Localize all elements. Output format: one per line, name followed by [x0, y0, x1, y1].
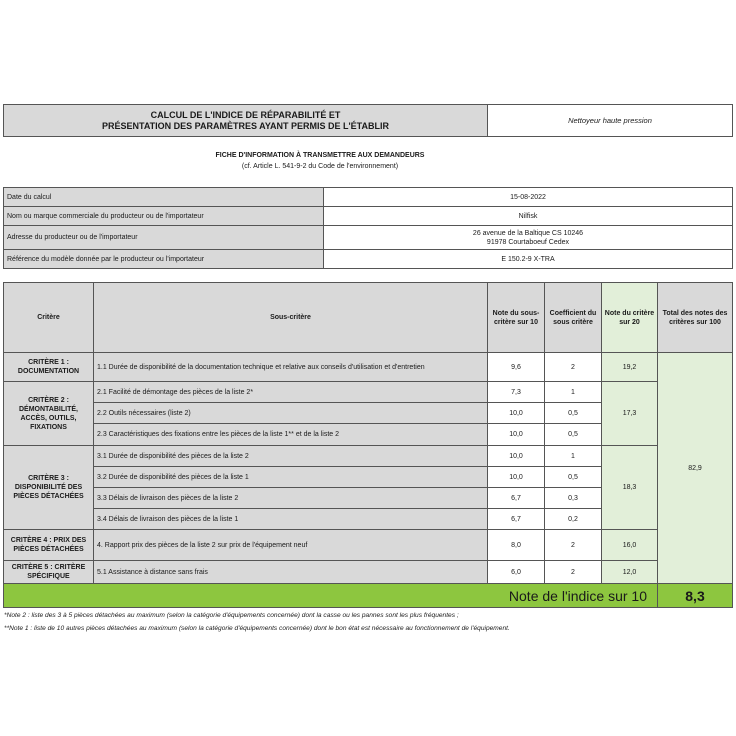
fiche-subtitle: (cf. Article L. 541-9-2 du Code de l'environnement) [241, 162, 399, 170]
info-label-address: Adresse du producteur ou de l'importateur [3, 225, 324, 250]
note-3-2: 10,0 [487, 466, 545, 488]
criterion-2: CRITÈRE 2 : DÉMONTABILITÉ, ACCÈS, OUTILS, FIXATIONS [3, 381, 94, 446]
final-score: 8,3 [657, 583, 733, 608]
coef-5-1: 2 [544, 560, 602, 584]
coef-2-3: 0,5 [544, 423, 602, 446]
form-title [3, 104, 488, 137]
note-2-3: 10,0 [487, 423, 545, 446]
coef-3-1: 1 [544, 445, 602, 467]
subcriterion-3-1: 3.1 Durée de disponibilité des pièces de la liste 2 [93, 445, 488, 467]
subcriterion-2-1: 2.1 Facilité de démontage des pièces de la liste 2* [93, 381, 488, 403]
coef-2-1: 1 [544, 381, 602, 403]
product-type: Nettoyeur haute pression [487, 104, 733, 137]
note-1-1: 9,6 [487, 352, 545, 382]
info-value-model: E 150.2-9 X-TRA [323, 249, 733, 269]
fiche-title: FICHE D'INFORMATION À TRANSMETTRE AUX DEMANDEURS [215, 151, 425, 159]
note-5-1: 6,0 [487, 560, 545, 584]
criterion-4-score: 16,0 [601, 529, 658, 561]
subcriterion-5-1: 5.1 Assistance à distance sans frais [93, 560, 488, 584]
form-title-line2: PRÉSENTATION DES PARAMÈTRES AYANT PERMIS DE L'ÉTABLIR [101, 120, 389, 131]
info-label-brand: Nom ou marque commerciale du producteur ou de l'importateur [3, 206, 324, 226]
note-2-1: 7,3 [487, 381, 545, 403]
criterion-2-score: 17,3 [601, 381, 658, 446]
criterion-5: CRITÈRE 5 : CRITÈRE SPÉCIFIQUE [3, 560, 94, 584]
subcriterion-1-1: 1.1 Durée de disponibilité de la documentation technique et relative aux conseils d'utilisation et d'entretien [93, 352, 488, 382]
info-label-date: Date du calcul [3, 187, 324, 207]
criterion-4: CRITÈRE 4 : PRIX DES PIÈCES DÉTACHÉES [3, 529, 94, 561]
info-label-model: Référence du modèle donnée par le producteur ou l'importateur [3, 249, 324, 269]
form-title-line1: CALCUL DE L'INDICE DE RÉPARABILITÉ ET [150, 109, 341, 120]
header-note-critere: Note du critère sur 20 [601, 282, 658, 353]
info-value-address: 26 avenue de la Baltique CS 10246 91978 Courtaboeuf Cedex [323, 225, 733, 250]
total-score: 82,9 [657, 352, 733, 584]
coef-3-4: 0,2 [544, 508, 602, 530]
note-3-3: 6,7 [487, 487, 545, 509]
coef-1-1: 2 [544, 352, 602, 382]
criterion-5-score: 12,0 [601, 560, 658, 584]
coef-4: 2 [544, 529, 602, 561]
note-3-4: 6,7 [487, 508, 545, 530]
criterion-3: CRITÈRE 3 : DISPONIBILITÉ DES PIÈCES DÉTACHÉES [3, 445, 94, 530]
info-value-date: 15-08-2022 [323, 187, 733, 207]
note-3-1: 10,0 [487, 445, 545, 467]
subcriterion-4: 4. Rapport prix des pièces de la liste 2 sur prix de l'équipement neuf [93, 529, 488, 561]
subcriterion-3-4: 3.4 Délais de livraison des pièces de la liste 1 [93, 508, 488, 530]
header-critere: Critère [3, 282, 94, 353]
coef-3-3: 0,3 [544, 487, 602, 509]
criterion-1: CRITÈRE 1 : DOCUMENTATION [3, 352, 94, 382]
info-value-brand: Nilfisk [323, 206, 733, 226]
coef-2-2: 0,5 [544, 402, 602, 424]
coef-3-2: 0,5 [544, 466, 602, 488]
header-total: Total des notes des critères sur 100 [657, 282, 733, 353]
subcriterion-2-2: 2.2 Outils nécessaires (liste 2) [93, 402, 488, 424]
subcriterion-3-3: 3.3 Délais de livraison des pièces de la liste 2 [93, 487, 488, 509]
header-sous-critere: Sous-critère [93, 282, 488, 353]
note-4: 8,0 [487, 529, 545, 561]
subcriterion-2-3: 2.3 Caractéristiques des fixations entre les pièces de la liste 1** et de la liste 2 [93, 423, 488, 446]
footnote-2: **Note 1 : liste de 10 autres pièces détachées au maximum (selon la catégorie d'équipements concernée) dont le bon état est nécessaire au fonctionnement de l'équipement. [4, 625, 510, 632]
footnote-1: *Note 2 : liste des 3 à 5 pièces détachées au maximum (selon la catégorie d'équipements concernée) dont la casse ou les pannes sont les plus fréquentes ; [4, 612, 459, 619]
criterion-1-score: 19,2 [601, 352, 658, 382]
subcriterion-3-2: 3.2 Durée de disponibilité des pièces de la liste 1 [93, 466, 488, 488]
note-2-2: 10,0 [487, 402, 545, 424]
final-label: Note de l'indice sur 10 [3, 583, 658, 608]
criterion-3-score: 18,3 [601, 445, 658, 530]
header-coefficient: Coefficient du sous critère [544, 282, 602, 353]
header-note-sous-critere: Note du sous-critère sur 10 [487, 282, 545, 353]
